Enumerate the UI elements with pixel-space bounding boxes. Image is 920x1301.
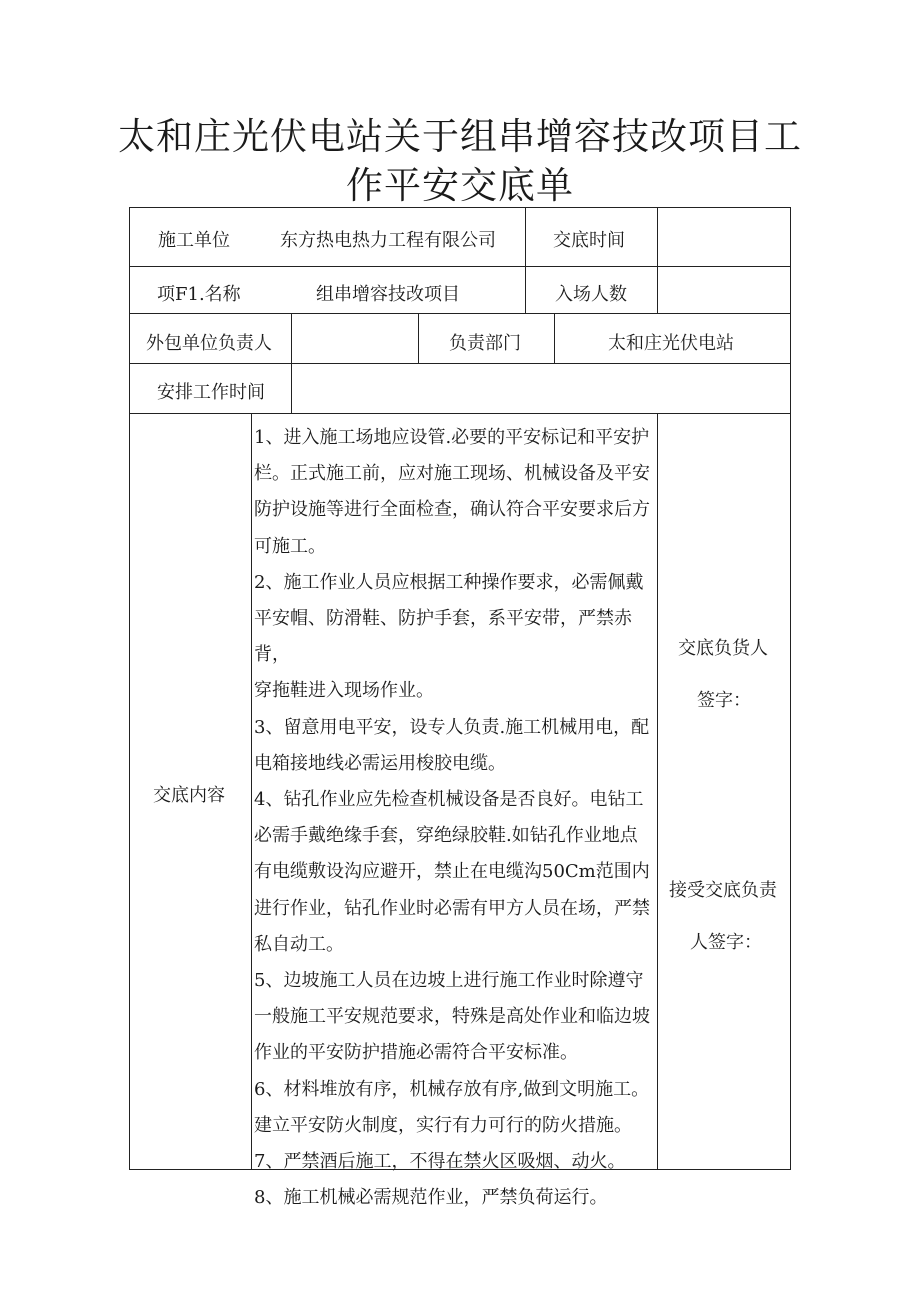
col-divider <box>291 313 292 413</box>
content-line: 私自动工。 <box>254 933 344 955</box>
content-line: 防护设施等进行全面检查，确认符合平安要求后方 <box>254 499 650 521</box>
handover-content-text <box>254 420 654 1216</box>
content-line: 有电缆敷设沟应避开，禁止在电缆沟50Cm范围内 <box>254 861 650 883</box>
handover-responsible-signature-label: 签字： <box>697 690 751 711</box>
contractor-lead-label: 外包单位负责人 <box>146 333 272 354</box>
handover-time-label: 交底时间 <box>553 230 625 251</box>
content-line: 穿拖鞋进入现场作业。 <box>254 680 434 702</box>
content-line: 电箱接地线必需运用梭胶电缆。 <box>254 752 506 774</box>
row-divider <box>129 266 791 267</box>
content-line: 5、边坡施工人员在边坡上进行施工作业时除遵守 <box>254 970 644 992</box>
col-divider <box>525 207 526 314</box>
content-line: 2、施工作业人员应根据工种操作要求，必需佩戴 <box>254 571 644 593</box>
content-line: 4、钻孔作业应先检查机械设备是否良好。电钻工 <box>254 789 644 811</box>
content-line: 进行作业，钻孔作业时必需有甲方人员在场，严禁 <box>254 897 650 919</box>
col-divider <box>554 313 555 364</box>
col-divider <box>418 313 419 364</box>
table-border-right <box>790 207 791 1170</box>
receiver-signature-label: 人签字： <box>690 932 762 953</box>
content-line: 1、进入施工场地应设管.必要的平安标记和平安护 <box>254 427 650 448</box>
responsible-dept-label: 负责部门 <box>449 333 521 354</box>
table-border-top <box>129 207 791 208</box>
receiver-label: 接受交底负责 <box>669 880 777 901</box>
construction-unit-label: 施工单位 <box>158 230 230 251</box>
col-divider <box>657 207 658 314</box>
row-divider <box>129 363 791 364</box>
document-title-line1: 太和庄光伏电站关于组串增容技改项目工 <box>118 115 802 158</box>
content-line: 8、施工机械必需规范作业，严禁负荷运行。 <box>254 1187 608 1209</box>
construction-unit-value: 东方热电热力工程有限公司 <box>280 230 496 251</box>
col-divider <box>251 413 252 1170</box>
content-line: 必需手戴绝缘手套，穿绝绿胶鞋.如钻孔作业地点 <box>254 825 638 847</box>
table-border-left <box>129 207 130 1170</box>
row-divider <box>129 413 791 414</box>
responsible-dept-value: 太和庄光伏电站 <box>608 333 734 354</box>
project-name-value: 组串增容技改项目 <box>316 284 460 305</box>
content-line: 6、材料堆放有序，机械存放有序,做到文明施工。 <box>254 1078 650 1100</box>
content-line: 建立平安防火制度，实行有力可行的防火措施。 <box>254 1114 632 1136</box>
content-line: 3、留意用电平安，设专人负责.施工机械用电，配 <box>254 716 650 738</box>
handover-content-label: 交底内容 <box>153 785 225 806</box>
content-line: 作业的平安防护措施必需符合平安标准。 <box>254 1042 578 1064</box>
project-name-label: 项F1.名称 <box>157 284 241 305</box>
document-title-line2: 作平安交底单 <box>346 164 574 207</box>
content-line: 栏。正式施工前，应对施工现场、机械设备及平安 <box>254 463 650 485</box>
content-line: 7、严禁酒后施工，不得在禁火区吸烟、动火。 <box>254 1151 626 1173</box>
content-line: 平安帽、防滑鞋、防护手套，系平安带，严禁赤背， <box>254 608 632 666</box>
entry-count-label: 入场人数 <box>555 284 627 305</box>
content-line: 可施工。 <box>254 535 326 557</box>
work-schedule-label: 安排工作时间 <box>157 382 265 403</box>
content-line: 一般施工平安规范要求，特殊是高处作业和临边坡 <box>254 1006 650 1028</box>
row-divider <box>129 313 791 314</box>
col-divider <box>657 413 658 1170</box>
handover-responsible-label: 交底负货人 <box>678 638 768 659</box>
